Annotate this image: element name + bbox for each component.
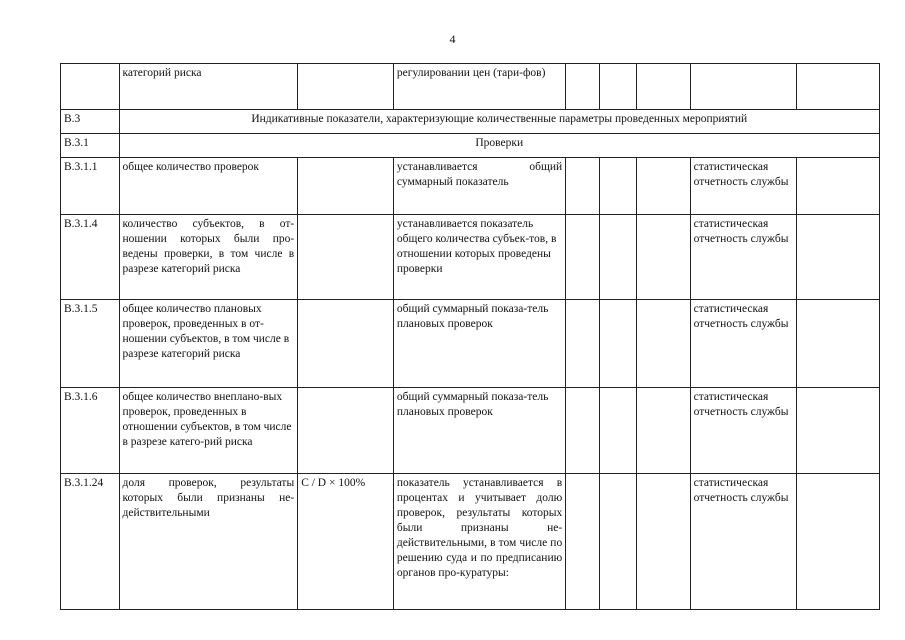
method-cell: показатель устанавливается в процентах и учитывает долю проверок, результаты которых были признаны не-действительными, в том числе по решению суда и по предписанию органов про-куратуры: [393,474,565,610]
empty-cell [600,158,637,215]
table-row [61,64,880,110]
empty-cell [566,158,600,215]
indicator-name-cell: общее количество проверок [119,158,298,215]
code-cell: B.3.1.6 [61,388,120,474]
empty-cell [600,64,637,110]
code-cell: B.3.1.5 [61,300,120,388]
method-cell: общий суммарный показа-тель плановых проверок [393,300,565,388]
section-title: Индикативные показатели, характеризующие количественные параметры проведенных мероприятий [119,110,880,134]
code-cell: B.3.1.4 [61,215,120,300]
empty-cell [637,388,690,474]
empty-cell [637,158,690,215]
formula-cell [298,300,394,388]
empty-cell [637,64,690,110]
source-cell: статистическая отчетность службы [690,474,796,610]
empty-cell [796,474,879,610]
code-cell: B.3.1.1 [61,158,120,215]
formula-cell [298,215,394,300]
empty-cell [600,388,637,474]
source-cell: статистическая отчетность службы [690,388,796,474]
empty-cell [566,300,600,388]
code-cell: B.3 [61,110,120,134]
table-row [61,158,880,215]
empty-cell [637,300,690,388]
empty-cell [796,215,879,300]
indicator-name-cell: количество субъектов, в от-ношении которых были про-ведены проверки, в том числе в разрезе категорий риска [119,215,298,300]
indicator-name-cell: общее количество плановых проверок, проведенных в от-ношении субъектов, в том числе в разрезе категорий риска [119,300,298,388]
empty-cell [796,300,879,388]
empty-cell [637,215,690,300]
empty-cell [566,215,600,300]
code-cell [61,64,120,110]
source-cell: статистическая отчетность службы [690,215,796,300]
formula-cell: C / D × 100% [298,474,394,610]
method-cell: регулировании цен (тари-фов) [393,64,565,110]
table-row [61,388,880,474]
section-row [61,134,880,158]
empty-cell [600,474,637,610]
empty-cell [796,158,879,215]
empty-cell [796,388,879,474]
empty-cell [796,64,879,110]
section-title: Проверки [119,134,880,158]
section-row [61,110,880,134]
empty-cell [600,300,637,388]
formula-cell [298,158,394,215]
source-cell: статистическая отчетность службы [690,300,796,388]
table-row [61,215,880,300]
indicators-table [60,63,880,610]
code-cell: B.3.1.24 [61,474,120,610]
method-cell: устанавливается показатель общего количества субъек-тов, в отношении которых проведены проверки [393,215,565,300]
source-cell: статистическая отчетность службы [690,158,796,215]
method-cell: общий суммарный показа-тель плановых проверок [393,388,565,474]
page-number: 4 [449,32,456,46]
source-cell [690,64,796,110]
method-cell: устанавливается общий суммарный показатель [393,158,565,215]
table-row [61,300,880,388]
empty-cell [566,474,600,610]
indicator-name-cell: доля проверок, результаты которых были признаны не-действительными [119,474,298,610]
formula-cell [298,388,394,474]
code-cell: B.3.1 [61,134,120,158]
table-row [61,474,880,610]
empty-cell [566,64,600,110]
indicator-name-cell: категорий риска [119,64,298,110]
empty-cell [637,474,690,610]
indicator-name-cell: общее количество внеплано-вых проверок, проведенных в отношении субъектов, в том числе в разрезе катего-рий риска [119,388,298,474]
empty-cell [566,388,600,474]
formula-cell [298,64,394,110]
empty-cell [600,215,637,300]
